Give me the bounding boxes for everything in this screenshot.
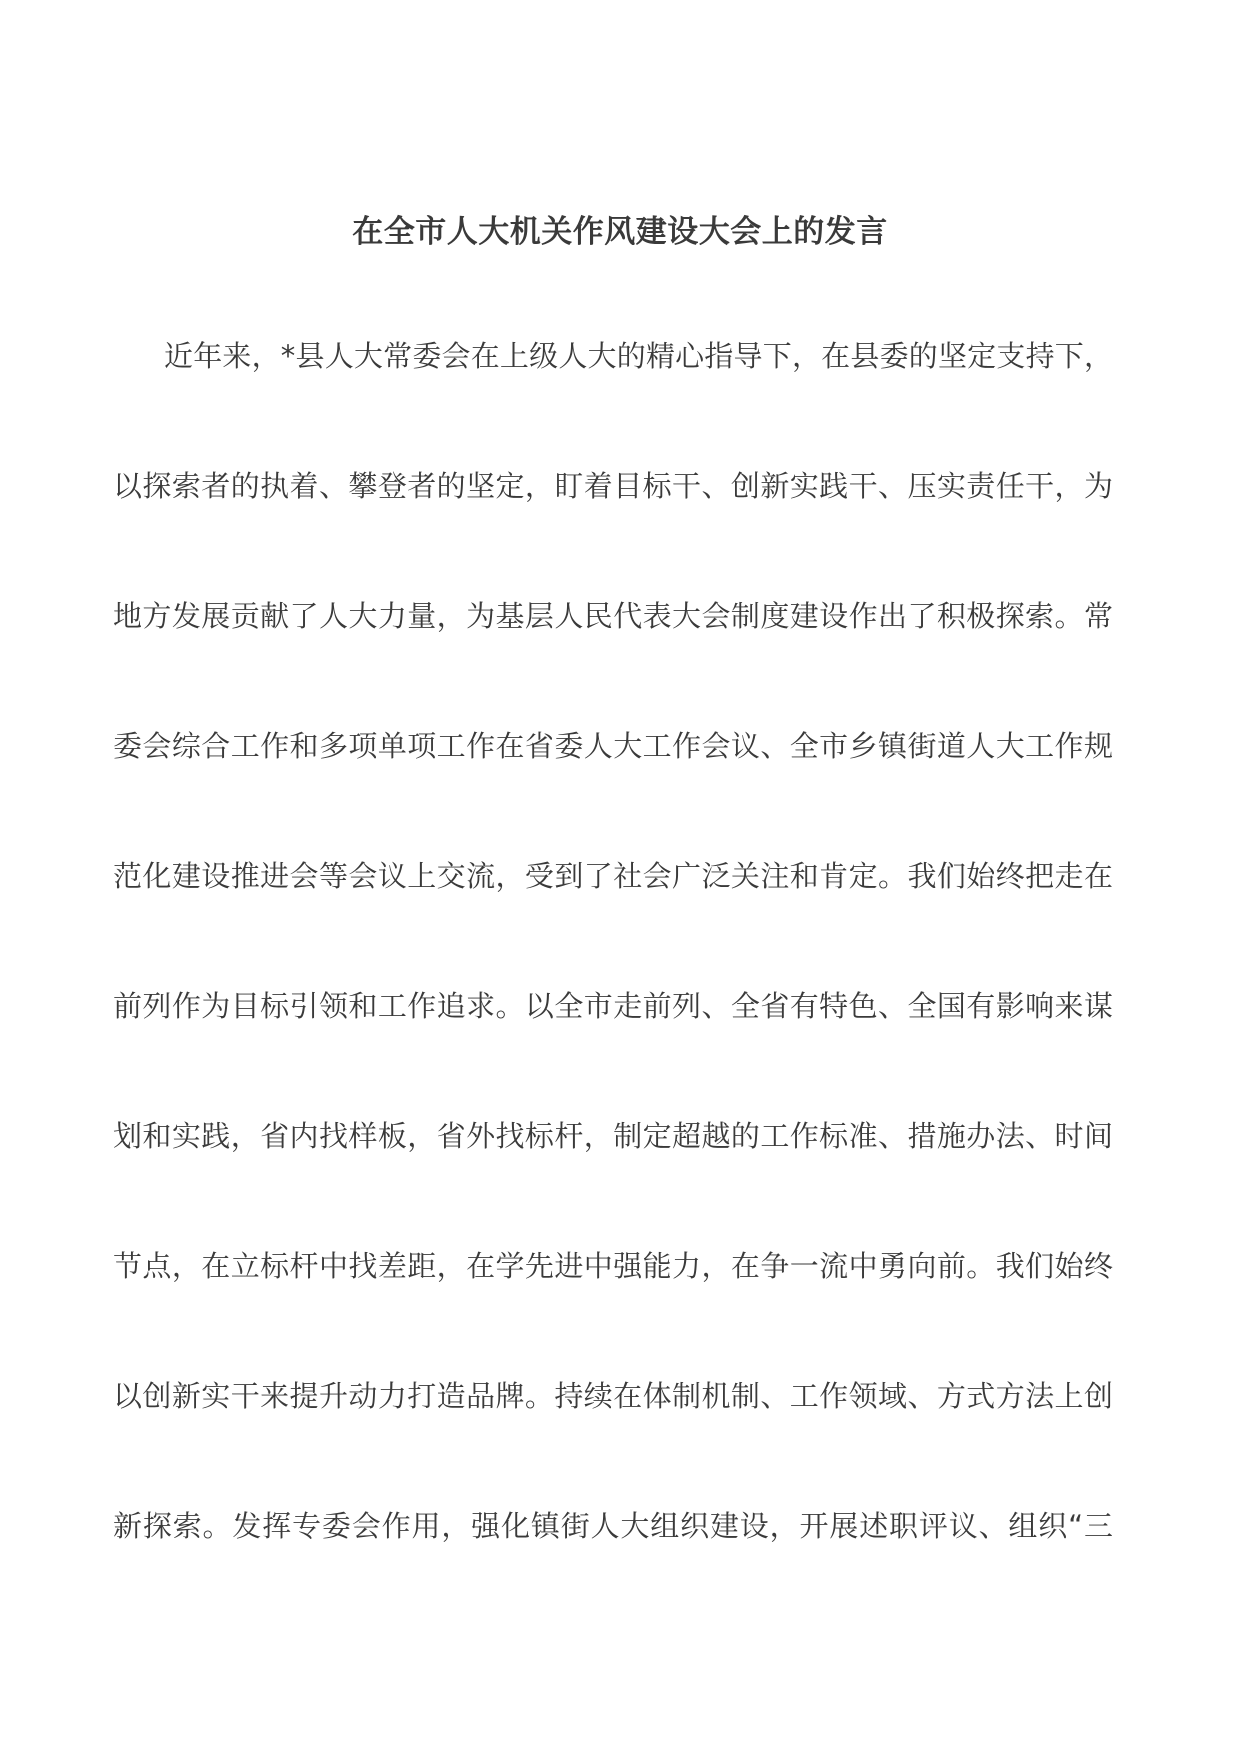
paragraph-line: 前列作为目标引领和工作追求。以全市走前列、全省有特色、全国有影响来谋 — [113, 989, 1113, 1023]
paragraph-line: 划和实践，省内找样板，省外找标杆，制定超越的工作标准、措施办法、时间 — [113, 1119, 1113, 1153]
document-title: 在全市人大机关作风建设大会上的发言 — [352, 214, 888, 250]
paragraph-line: 近年来，*县人大常委会在上级人大的精心指导下，在县委的坚定支持下， — [164, 339, 1113, 373]
paragraph-line: 委会综合工作和多项单项工作在省委人大工作会议、全市乡镇街道人大工作规 — [113, 729, 1113, 763]
paragraph-line: 地方发展贡献了人大力量，为基层人民代表大会制度建设作出了积极探索。常 — [113, 599, 1113, 633]
paragraph-line: 新探索。发挥专委会作用，强化镇街人大组织建设，开展述职评议、组织“三 — [113, 1509, 1113, 1543]
paragraph-line: 以探索者的执着、攀登者的坚定，盯着目标干、创新实践干、压实责任干，为 — [113, 469, 1113, 503]
paragraph-line: 以创新实干来提升动力打造品牌。持续在体制机制、工作领域、方式方法上创 — [113, 1379, 1113, 1413]
paragraph-line: 范化建设推进会等会议上交流，受到了社会广泛关注和肯定。我们始终把走在 — [113, 859, 1113, 893]
paragraph-line: 节点，在立标杆中找差距，在学先进中强能力，在争一流中勇向前。我们始终 — [113, 1249, 1113, 1283]
